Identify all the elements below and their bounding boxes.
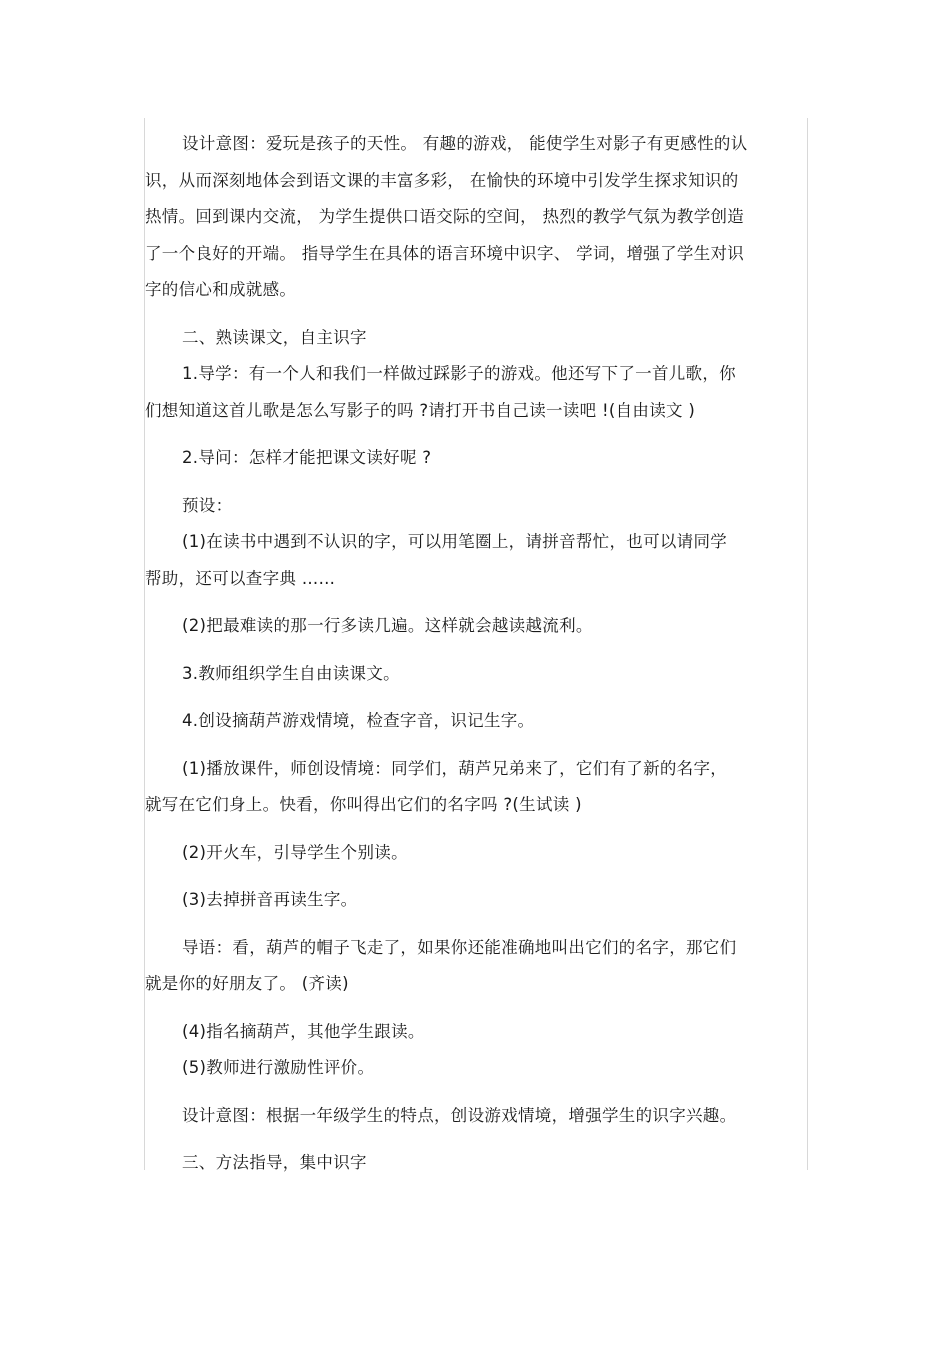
right-margin-rule xyxy=(807,118,808,1170)
design-intent-paragraph-line: 识，从而深刻地体会到语文课的丰富多彩， 在愉快的环境中引发学生探求知识的 xyxy=(145,170,739,190)
design-intent-line: 设计意图：根据一年级学生的特点，创设游戏情境，增强学生的识字兴趣。 xyxy=(182,1105,737,1125)
sub-step-line: (5)教师进行激励性评价。 xyxy=(182,1058,375,1077)
preset-item-line: 帮助，还可以查字典 …… xyxy=(145,568,336,588)
sub-step-line: (1)播放课件，师创设情境：同学们，葫芦兄弟来了，它们有了新的名字， xyxy=(182,758,728,778)
step-line: 4.创设摘葫芦游戏情境，检查字音，识记生字。 xyxy=(182,711,535,730)
step-line: 3.教师组织学生自由读课文。 xyxy=(182,663,400,683)
sub-step-line: 就写在它们身上。快看，你叫得出它们的名字吗 ?(生试读 ) xyxy=(145,795,582,814)
design-intent-paragraph-line: 设计意图：爱玩是孩子的天性。 有趣的游戏， 能使学生对影子有更感性的认 xyxy=(182,134,748,153)
section-heading: 二、熟读课文，自主识字 xyxy=(182,327,367,347)
design-intent-paragraph-line: 热情。回到课内交流， 为学生提供口语交际的空间， 热烈的教学气氛为教学创造 xyxy=(145,207,745,226)
sub-step-line: (3)去掉拼音再读生字。 xyxy=(182,890,358,909)
guide-words-line: 导语：看，葫芦的帽子飞走了，如果你还能准确地叫出它们的名字，那它们 xyxy=(182,937,737,957)
guide-paragraph-line: 1.导学：有一个人和我们一样做过踩影子的游戏。他还写下了一首儿歌，你 xyxy=(182,364,736,383)
sub-step-line: (4)指名摘葫芦，其他学生跟读。 xyxy=(182,1021,425,1041)
preset-label: 预设： xyxy=(182,495,233,515)
design-intent-paragraph-line: 了一个良好的开端。 指导学生在具体的语言环境中识字、 学词，增强了学生对识 xyxy=(145,243,745,263)
guide-paragraph-line: 们想知道这首儿歌是怎么写影子的吗 ?请打开书自己读一读吧 !(自由读文 ) xyxy=(145,400,696,420)
section-heading: 三、方法指导，集中识字 xyxy=(182,1153,367,1172)
sub-step-line: (2)开火车，引导学生个别读。 xyxy=(182,842,408,862)
preset-item-line: (1)在读书中遇到不认识的字，可以用笔圈上，请拼音帮忙，也可以请同学 xyxy=(182,532,728,551)
preset-item-line: (2)把最难读的那一行多读几遍。这样就会越读越流利。 xyxy=(182,616,593,635)
guide-words-line: 就是你的好朋友了。 (齐读) xyxy=(145,974,349,993)
guide-question-line: 2.导问：怎样才能把课文读好呢 ? xyxy=(182,448,432,467)
design-intent-paragraph-line: 字的信心和成就感。 xyxy=(145,280,297,299)
document-body xyxy=(145,126,807,1182)
